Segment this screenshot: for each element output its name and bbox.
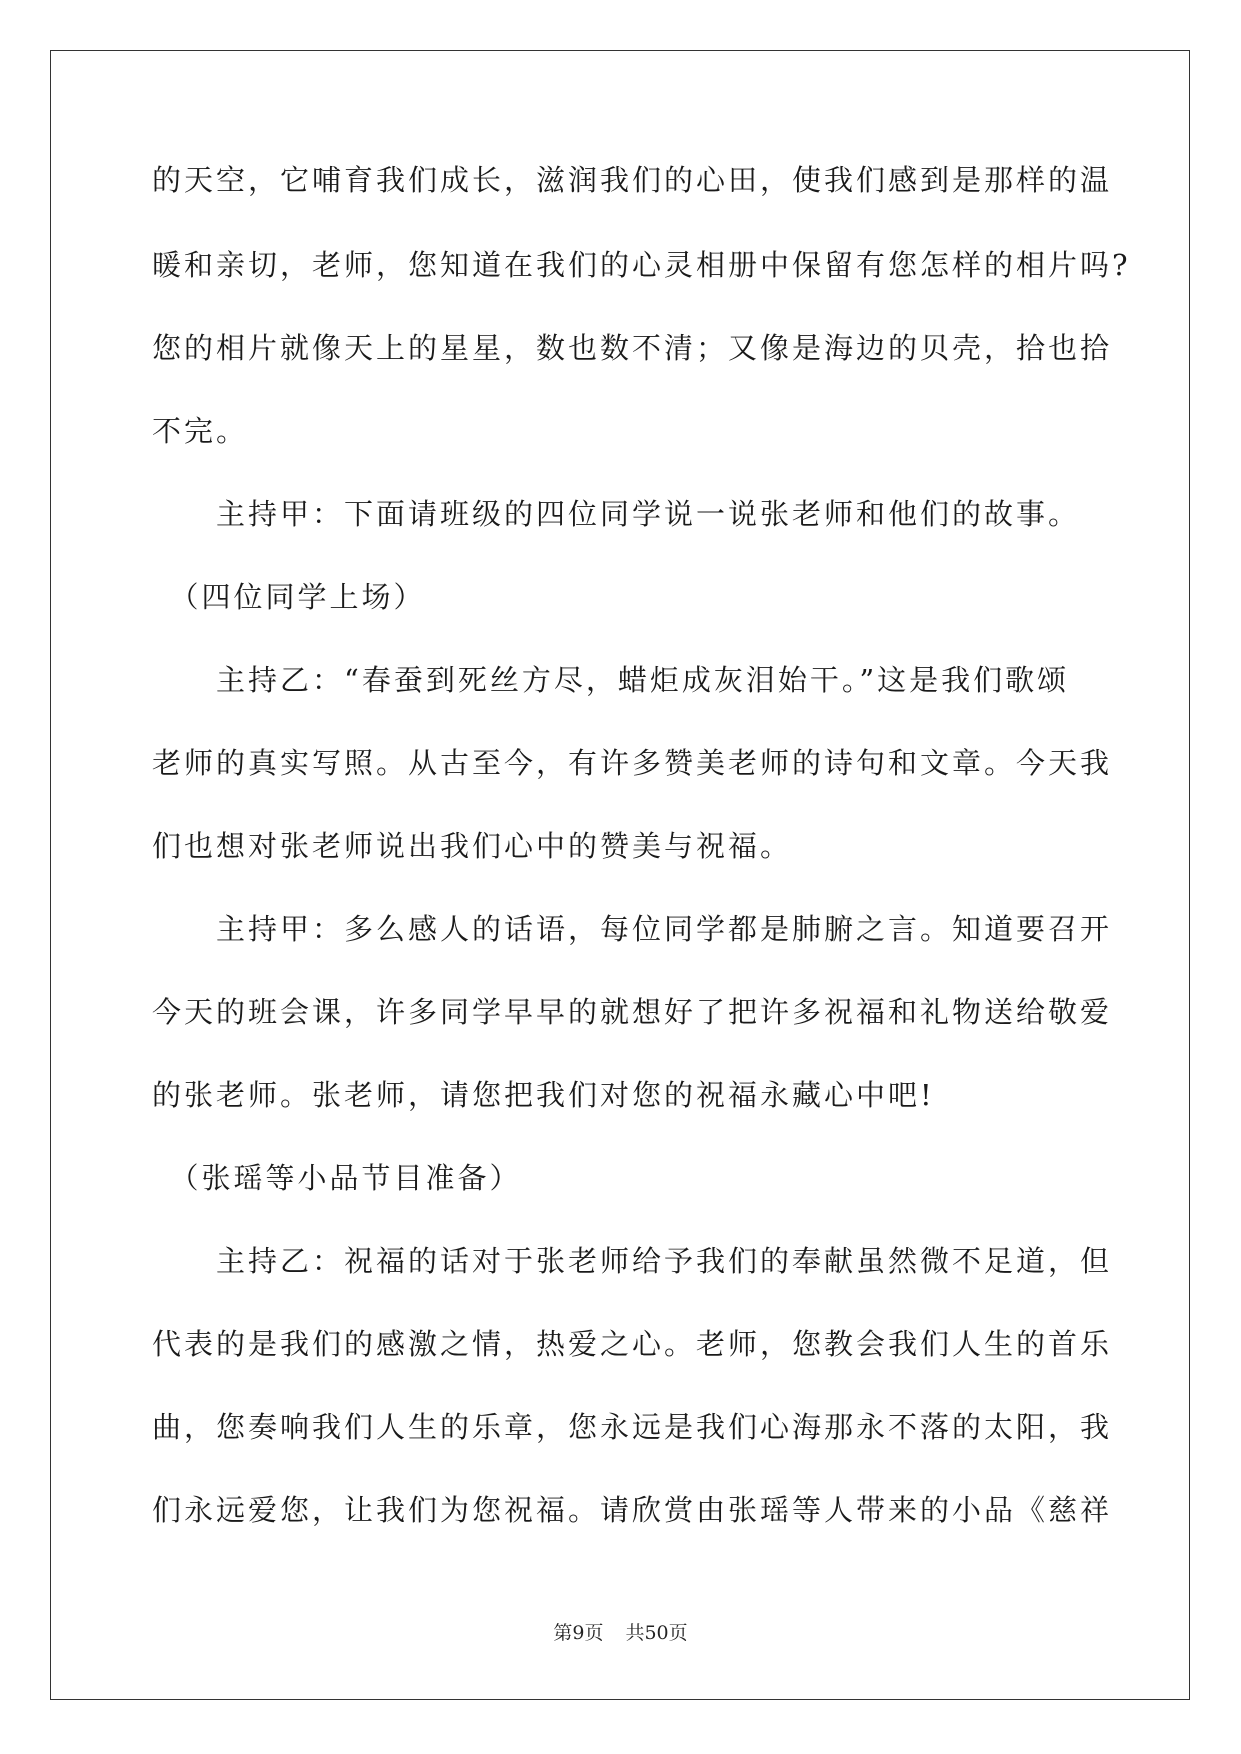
text-line: 代表的是我们的感激之情，热爱之心。老师，您教会我们人生的首乐 (152, 1327, 1113, 1361)
text-line: 们永远爱您，让我们为您祝福。请欣赏由张瑶等人带来的小品《慈祥 (152, 1493, 1113, 1527)
text-line: 暖和亲切，老师，您知道在我们的心灵相册中保留有您怎样的相片吗? (152, 248, 1131, 282)
text-line: 今天的班会课，许多同学早早的就想好了把许多祝福和礼物送给敬爱 (152, 995, 1113, 1029)
text-line: （张瑶等小品节目准备） (152, 1161, 522, 1195)
text-line: 主持乙：祝福的话对于张老师给予我们的奉献虽然微不足道，但 (152, 1244, 1113, 1278)
document-body (152, 160, 1131, 1573)
text-line: （四位同学上场） (152, 580, 426, 614)
page-number: 第9页 (553, 1622, 604, 1644)
text-line: 老师的真实写照。从古至今，有许多赞美老师的诗句和文章。今天我 (152, 746, 1113, 780)
text-line: 您的相片就像天上的星星，数也数不清；又像是海边的贝壳，拾也拾 (152, 331, 1113, 365)
text-line: 曲，您奏响我们人生的乐章，您永远是我们心海那永不落的太阳，我 (152, 1410, 1113, 1444)
text-line: 的张老师。张老师，请您把我们对您的祝福永藏心中吧! (152, 1078, 935, 1112)
text-line: 主持甲：下面请班级的四位同学说一说张老师和他们的故事。 (152, 497, 1081, 531)
text-line: 主持甲：多么感人的话语，每位同学都是肺腑之言。知道要召开 (152, 912, 1113, 946)
text-line: 们也想对张老师说出我们心中的赞美与祝福。 (152, 829, 793, 863)
page-footer (0, 1618, 1241, 1645)
page-total: 共50页 (625, 1622, 688, 1644)
text-line: 的天空，它哺育我们成长，滋润我们的心田，使我们感到是那样的温 (152, 163, 1113, 197)
text-line: 不完。 (152, 414, 249, 448)
text-line: 主持乙：“春蚕到死丝方尽，蜡炬成灰泪始干。”这是我们歌颂 (152, 663, 1070, 697)
